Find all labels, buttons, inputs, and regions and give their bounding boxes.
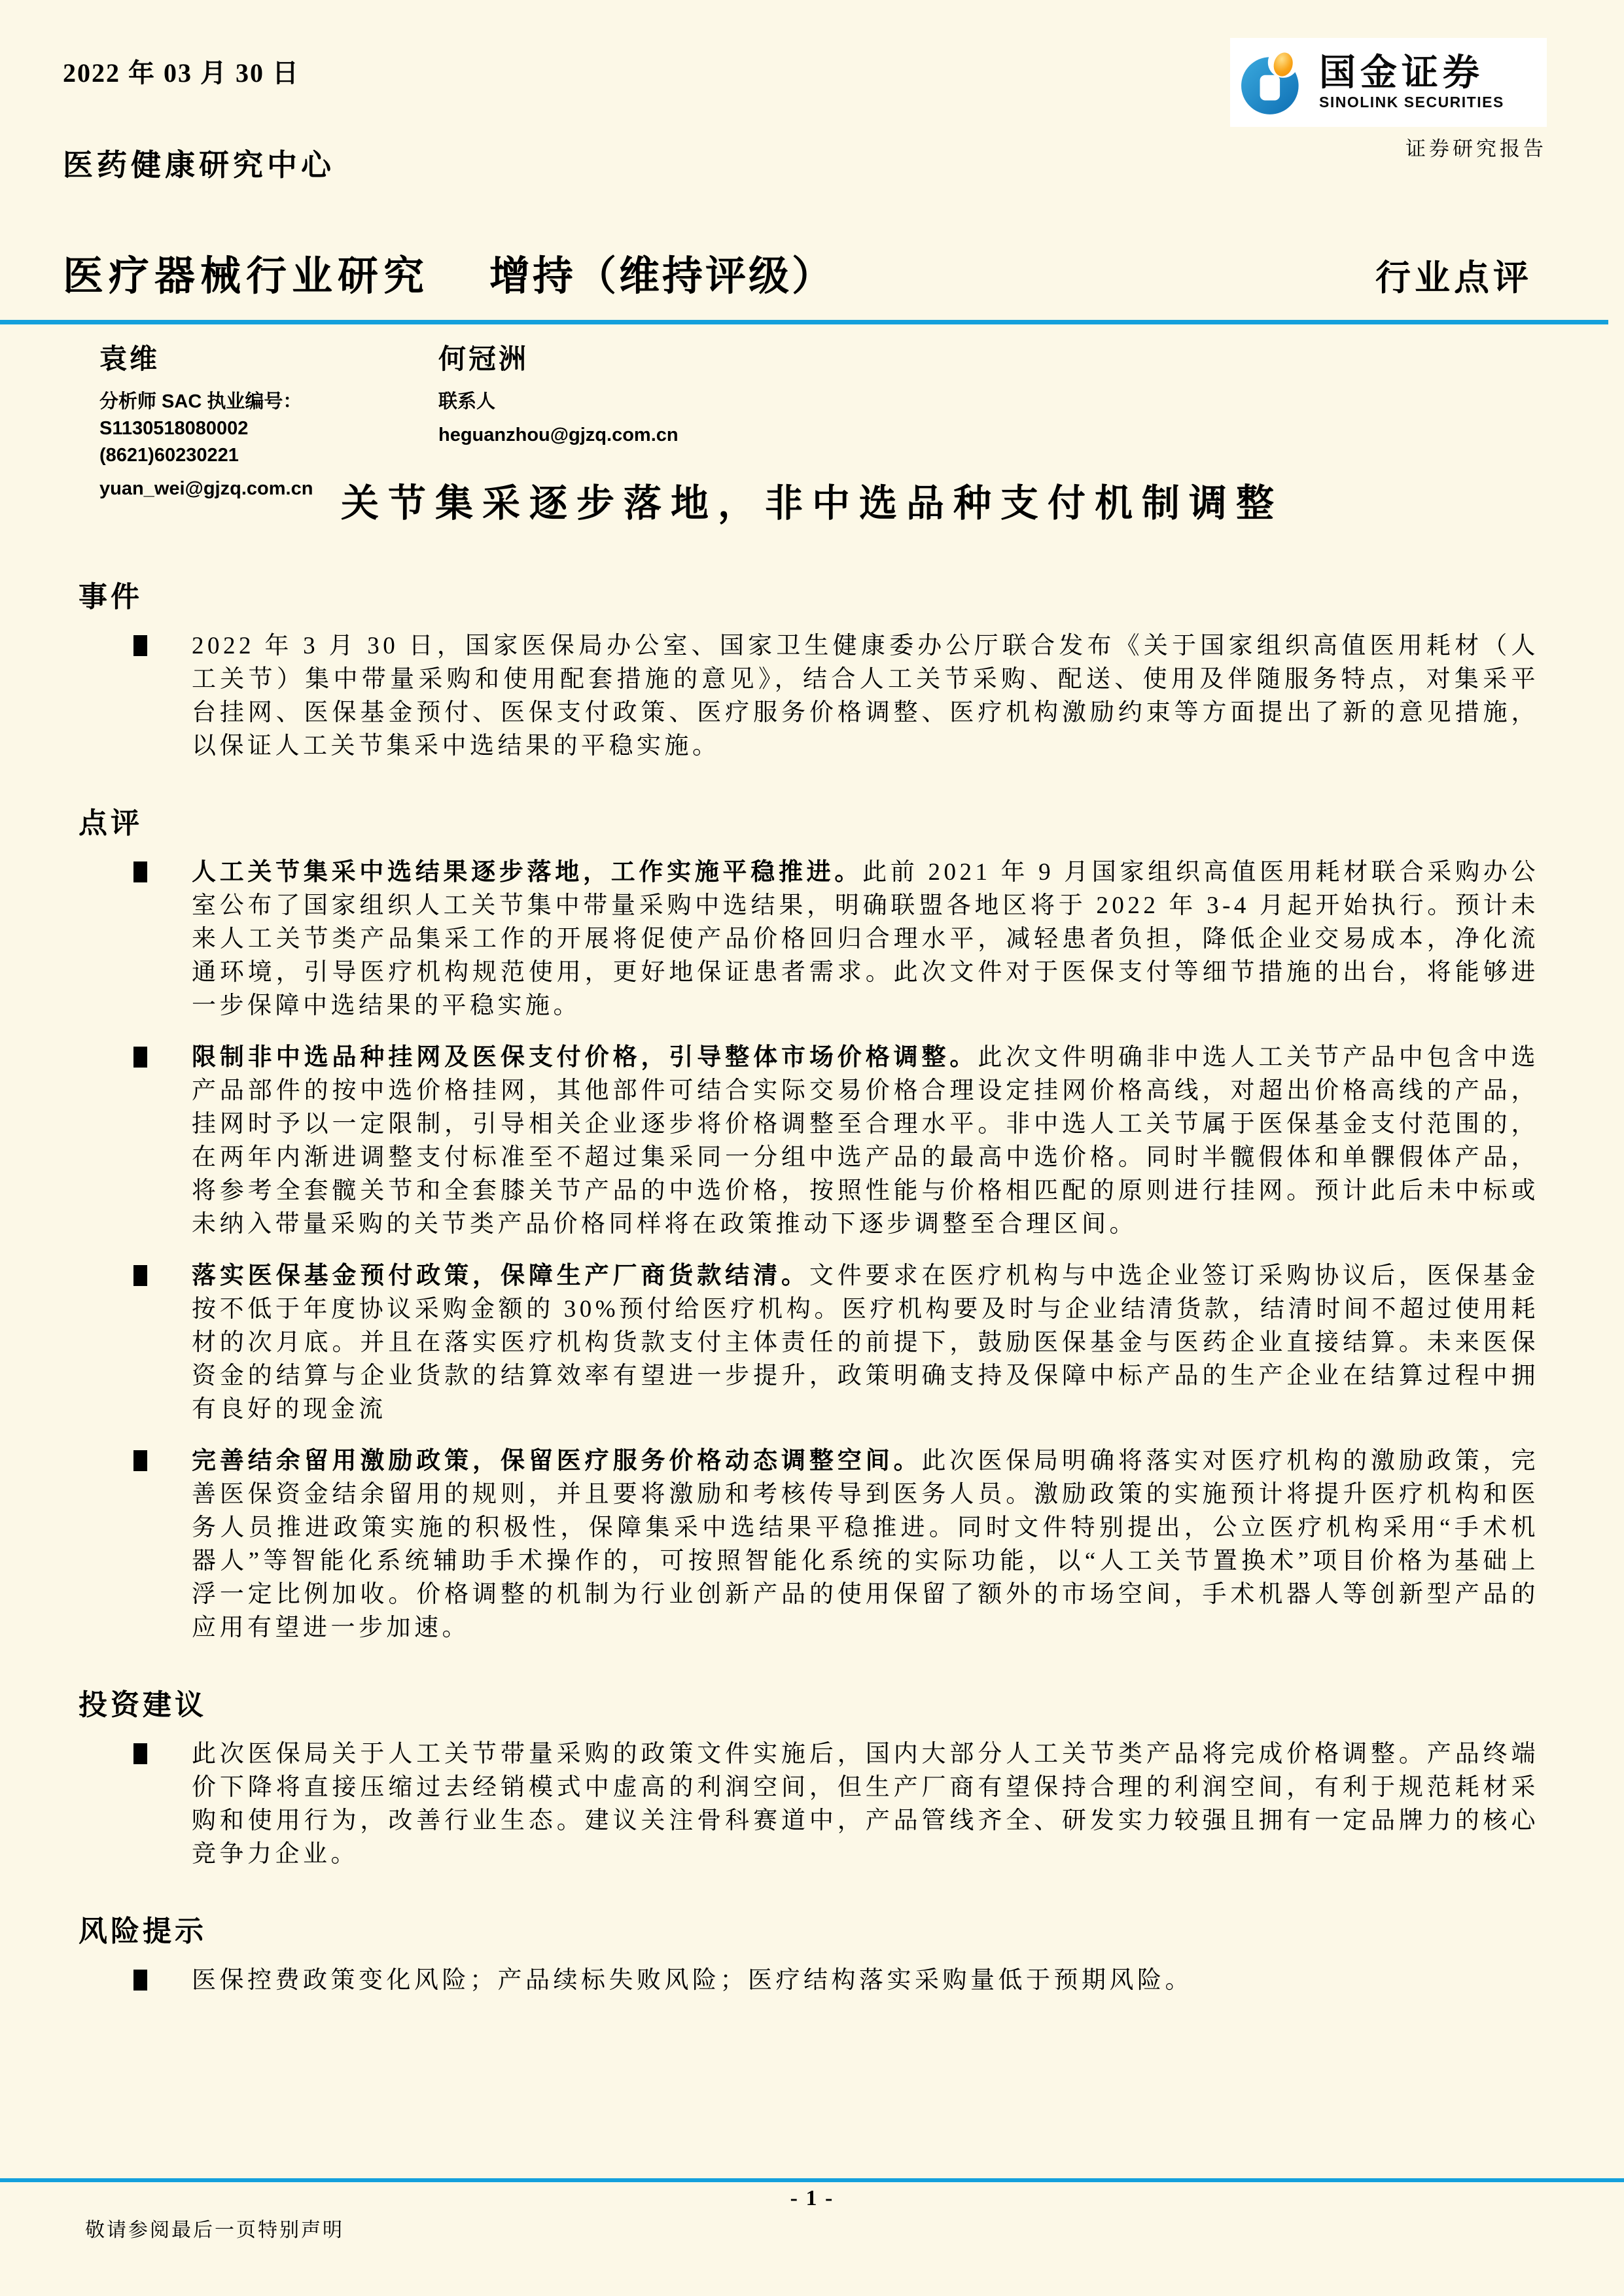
section-heading-event: 事件	[79, 581, 143, 613]
square-bullet-icon	[133, 1450, 147, 1471]
bullet-lead: 限制非中选品种挂网及医保支付价格，引导整体市场价格调整。	[192, 1044, 978, 1071]
analyst-sac-number: 分析师 SAC 执业编号：S1130518080002	[99, 391, 302, 439]
bullet-body: 此次医保局明确将落实对医疗机构的激励政策，完善医保资金结余留用的规则，并且要将激励和考核传导到医务人员。激励政策的实施预计将提升医疗机构和医务人员推进政策实施的积极性，保障集采中选结果平稳推进。同时文件特别提出，公立医疗机构采用“手术机器人”等智能化系统辅助手术操作的，可按照智能化系统的实际功能，以“人工关节置换术”项目价格为基础上浮一定比例加收。价格调整的机制为行业创新产品的使用保留了额外的市场空间，手术机器人等创新型产品的应用有望进一步加速。	[192, 1448, 1540, 1641]
contact-name: 何冠洲	[438, 345, 529, 375]
bullet-text	[192, 1041, 1539, 1241]
report-body	[79, 573, 1539, 2015]
square-bullet-icon	[133, 1970, 147, 1991]
title-row	[63, 243, 1532, 302]
bullet-comment-2	[79, 1041, 1539, 1241]
contact-role: 联系人	[438, 391, 496, 412]
square-bullet-icon	[133, 1743, 147, 1764]
contact-email: heguanzhou@gjzq.com.cn	[438, 425, 679, 445]
industry-report-title: 医疗器械行业研究	[63, 254, 430, 299]
department-name: 医药健康研究中心	[63, 148, 335, 182]
section-heading-comment: 点评	[79, 807, 143, 839]
footer-disclaimer-note: 敬请参阅最后一页特别声明	[85, 2219, 344, 2241]
bullet-body: 2022 年 3 月 30 日，国家医保局办公室、国家卫生健康委办公厅联合发布《关于国家组织高值医用耗材（人工关节）集中带量采购和使用配套措施的意见》，结合人工关节采购、配送、使用及伴随服务特点，对集采平台挂网、医保基金预付、医保支付政策、医疗服务价格调整、医疗机构激励约束等方面提出了新的意见措施，以保证人工关节集采中选结果的平稳实施。	[192, 633, 1539, 759]
company-logo	[1230, 38, 1547, 127]
square-bullet-icon	[133, 635, 147, 656]
bullet-body: 医保控费政策变化风险；产品续标失败风险；医疗结构落实采购量低于预期风险。	[192, 1967, 1193, 1994]
research-report-tagline: 证券研究报告	[1405, 137, 1547, 160]
logo-text	[1319, 53, 1504, 112]
footer-divider	[0, 2178, 1624, 2182]
section-heading-risk: 风险提示	[79, 1915, 207, 1947]
analyst-email: yuan_wei@gjzq.com.cn	[99, 478, 313, 499]
logo-cn-name: 国金证券	[1319, 52, 1484, 93]
bullet-body: 此前 2021 年 9 月国家组织高值医用耗材联合采购办公室公布了国家组织人工关节集中带量采购中选结果，明确联盟各地区将于 2022 年 3-4 月起开始执行。预计未来人工关节类产品集采工作的开展将促使产品价格回归合理水平，减轻患者负担，降低企业交易成本，净化流通环境，引导医疗机构规范使用，更好地保证患者需求。此次文件对于医保支付等细节措施的出台，将能够进一步保障中选结果的平稳实施。	[192, 859, 1540, 1019]
bullet-body: 此次文件明确非中选人工关节产品中包含中选产品部件的按中选价格挂网，其他部件可结合实际交易价格合理设定挂网价格高线，对超出价格高线的产品，挂网时予以一定限制，引导相关企业逐步将价格调整至合理水平。非中选人工关节属于医保基金支付范围的，在两年内渐进调整支付标准至不超过集采同一分组中选产品的最高中选价格。同时半髋假体和单髁假体产品，将参考全套髋关节和全套膝关节产品的中选价格，按照性能与价格相匹配的原则进行挂网。预计此后未中标或未纳入带量采购的关节类产品价格同样将在政策推动下逐步调整至合理区间。	[192, 1044, 1540, 1238]
header-divider	[0, 320, 1608, 324]
bullet-body: 文件要求在医疗机构与中选企业签订采购协议后，医保基金按不低于年度协议采购金额的 30%预付给医疗机构。医疗机构要及时与企业结清货款，结清时间不超过使用耗材的次月底。并且在落实医疗机构货款支付主体责任的前提下，鼓励医保基金与医药企业直接结算。未来医保资金的结算与企业货款的结算效率有望进一步提升，政策明确支持及保障中标产品的生产企业在结算过程中拥有良好的现金流	[192, 1262, 1540, 1423]
page-number: - 1 -	[790, 2186, 834, 2210]
bullet-text	[192, 1444, 1539, 1644]
report-date: 2022 年 03 月 30 日	[63, 58, 300, 88]
bullet-text	[192, 1737, 1539, 1871]
bullet-investment-1	[79, 1737, 1539, 1871]
bullet-comment-3	[79, 1259, 1539, 1426]
bullet-text	[192, 629, 1539, 763]
report-type-label: 行业点评	[1375, 258, 1532, 298]
bullet-risk-1	[79, 1964, 1539, 1997]
analyst-name: 袁维	[99, 345, 160, 375]
bullet-event-1	[79, 629, 1539, 763]
logo-en-name: SINOLINK SECURITIES	[1319, 94, 1504, 111]
square-bullet-icon	[133, 1265, 147, 1286]
bullet-comment-4	[79, 1444, 1539, 1644]
page-title: 关节集采逐步落地，非中选品种支付机制调整	[340, 482, 1283, 525]
bullet-lead: 落实医保基金预付政策，保障生产厂商货款结清。	[192, 1262, 809, 1289]
analyst-phone: (8621)60230221	[99, 445, 239, 466]
square-bullet-icon	[133, 861, 147, 882]
bullet-text	[192, 1964, 1539, 1997]
bullet-text	[192, 856, 1539, 1022]
bullet-lead: 完善结余留用激励政策，保留医疗服务价格动态调整空间。	[192, 1448, 922, 1474]
bullet-comment-1	[79, 856, 1539, 1022]
bullet-body: 此次医保局关于人工关节带量采购的政策文件实施后，国内大部分人工关节类产品将完成价格调整。产品终端价下降将直接压缩过去经销模式中虚高的利润空间，但生产厂商有望保持合理的利润空间，有利于规范耗材采购和使用行为，改善行业生态。建议关注骨科赛道中，产品管线齐全、研发实力较强且拥有一定品牌力的核心竞争力企业。	[192, 1741, 1539, 1868]
square-bullet-icon	[133, 1047, 147, 1068]
rating-badge: 增持（维持评级）	[489, 254, 836, 299]
bullet-text	[192, 1259, 1539, 1426]
bullet-lead: 人工关节集采中选结果逐步落地，工作实施平稳推进。	[192, 859, 863, 886]
sinolink-logo-icon	[1239, 46, 1313, 119]
section-heading-investment-advice: 投资建议	[79, 1689, 207, 1721]
